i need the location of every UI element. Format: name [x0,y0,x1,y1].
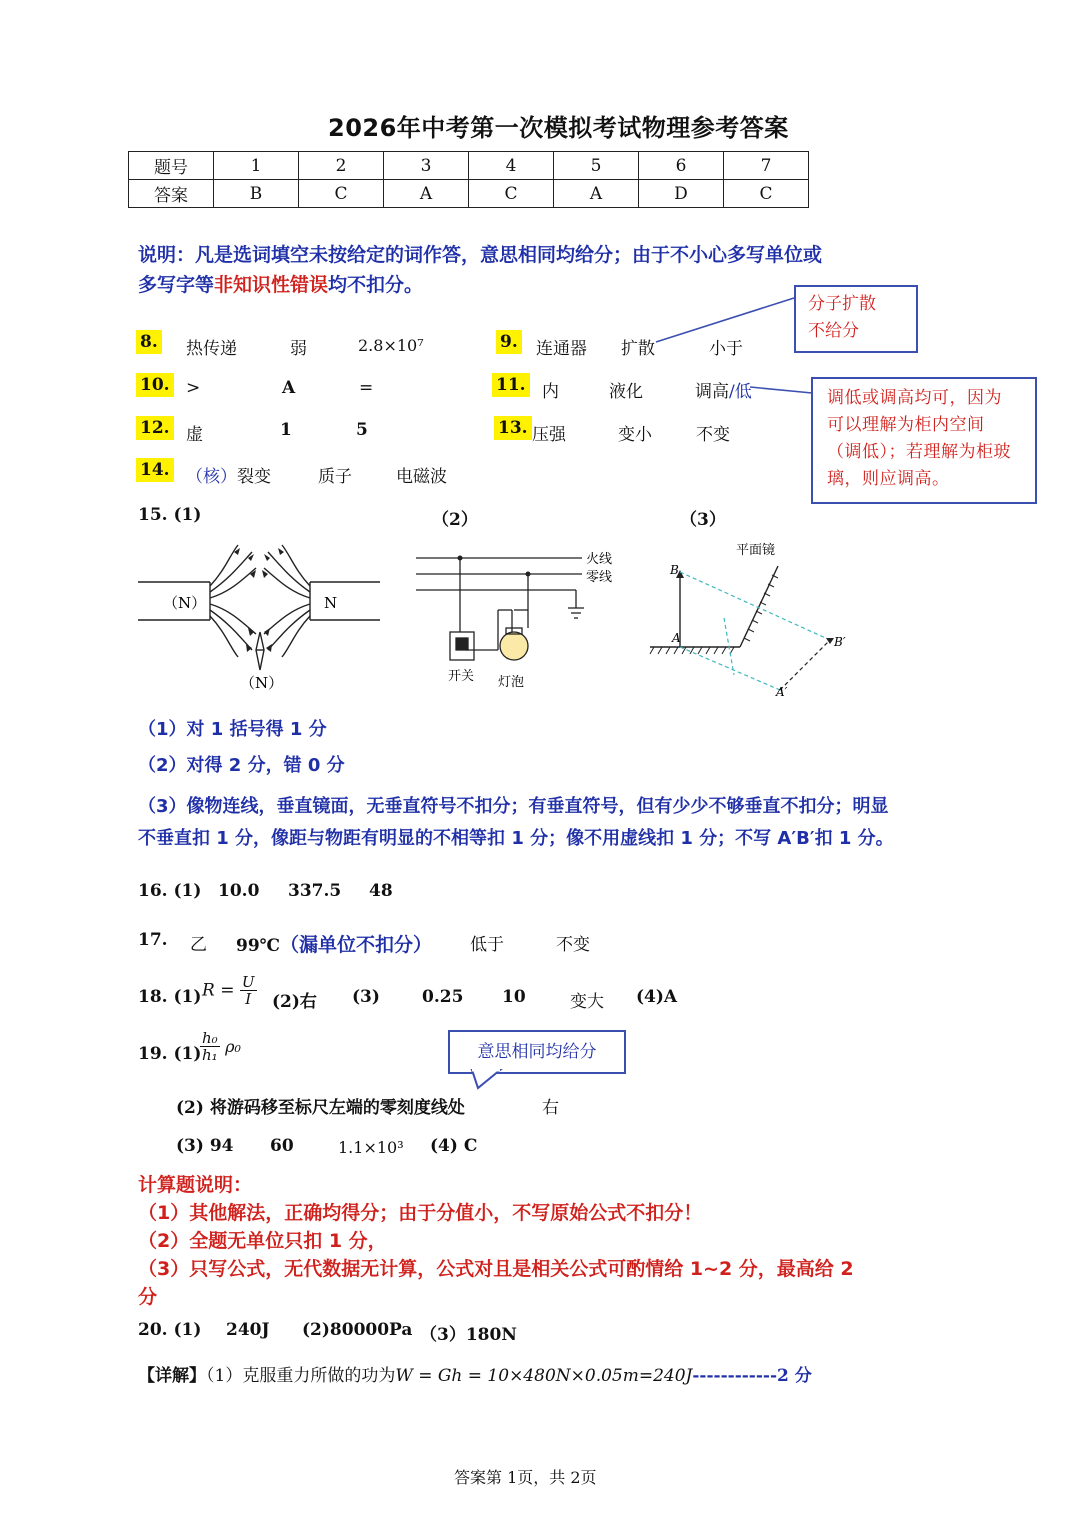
table-cell: 6 [639,152,724,180]
table-cell: D [639,180,724,208]
q14-number: 14. [136,460,174,480]
callout-text: 可以理解为柜内空间 [827,415,985,435]
q10-answer-2: A [282,378,296,398]
q19-label: 19. (1) [138,1044,202,1064]
q15-note-3-line-2: 不垂直扣 1 分，像距与物距有明显的不相等扣 1 分；像不用虚线扣 1 分；不写 A′B′扣 1 分。 [138,828,894,849]
q20-label: 20. (1) [138,1320,202,1340]
q16-label: 16. (1) [138,881,202,901]
table-header-cell: 答案 [129,180,214,208]
q13-number: 13. [494,418,532,438]
q11-answer-3: 调高/低 [695,382,752,402]
q19-part-4: (4) C [430,1136,478,1156]
q18-answer-3a: 0.25 [422,987,464,1007]
switch-label: 开关 [448,669,475,684]
q9-number: 9. [496,332,522,352]
q8-answer-2: 弱 [290,339,307,359]
q14-answer-1: （核）裂变 [186,467,271,487]
q13-answer-2: 变小 [618,425,652,445]
q10-answer-1: > [186,378,201,398]
q18-answer-3-label: (3) [352,987,380,1007]
table-cell: A [384,180,469,208]
q10-answer-3: = [359,378,374,398]
q20-answer-1: 240J [226,1320,270,1340]
q18-label: 18. (1) [138,987,202,1007]
q18-answer-3c: 变大 [570,992,604,1012]
q12-answer-1: 虚 [186,425,203,445]
table-header-cell: 题号 [129,152,214,180]
calc-note-1: （1）其他解法，正确均得分；由于分值小，不写原始公式不扣分！ [138,1202,703,1224]
table-cell: C [299,180,384,208]
bulb-label: 灯泡 [498,675,525,690]
q17-answer-1: 乙 [190,935,207,955]
q17-answer-3: 低于 [470,935,504,955]
q9-answer-2: 扩散 [621,339,655,359]
table-cell: B [214,180,299,208]
page-footer: 答案第 1页，共 2页 [454,1468,597,1487]
compass-label: （N） [240,674,284,692]
q20-answer-3: （3）180N [420,1325,517,1345]
magnet-field-figure [130,540,390,700]
q19-part-3b: 60 [270,1136,294,1156]
q19-part-2-answer: 右 [542,1098,559,1118]
q8-answer-1: 热传递 [186,339,237,359]
q19-part-3c: 1.1×10³ [338,1138,404,1157]
table-cell: 2 [299,152,384,180]
q11-answer-1: 内 [542,382,559,402]
calc-note-head: 计算题说明： [138,1174,253,1196]
table-cell: 7 [724,152,809,180]
q15-note-1: （1）对 1 括号得 1 分 [138,719,327,740]
table-cell: C [724,180,809,208]
q20-detail: 【详解】（1）克服重力所做的功为W = Gh = 10×480N×0.05m=240J------------2 分 [138,1366,812,1386]
callout-text: 璃，则应调高。 [827,469,950,489]
callout-text: 调低或调高均可，因为 [827,388,1002,408]
q8-answer-3: 2.8×10⁷ [358,336,424,355]
q15-note-2: （2）对得 2 分，错 0 分 [138,755,345,776]
image-b-label: B′ [834,635,846,649]
q15-label-2: （2） [432,510,478,530]
q11-answer-2: 液化 [609,382,643,402]
q17-answer-2: 99℃（漏单位不扣分） [236,934,433,956]
q9-answer-3: 小于 [709,339,743,359]
table-cell: 4 [469,152,554,180]
q13-answer-1: 压强 [532,425,566,445]
magnet-label-right: N [324,594,338,612]
note-line-1: 说明：凡是选词填空未按给定的词作答，意思相同均给分；由于不小心多写单位或 [138,244,823,266]
note-highlight: 非知识性错误 [214,274,329,296]
q10-number: 10. [136,375,174,395]
magnet-label-left: （N） [163,594,207,612]
q16-answer-1: 10.0 [218,881,260,901]
mirror-label: 平面镜 [736,543,776,558]
q8-number: 8. [136,332,162,352]
note-text: 多写字等 [138,274,215,296]
q19-part-2: (2) 将游码移至标尺左端的零刻度线处 [176,1098,465,1118]
live-wire-label: 火线 [586,552,613,567]
q18-answer-2: (2)右 [272,992,317,1012]
q17-label: 17. [138,930,168,950]
q12-answer-3: 5 [356,420,368,440]
table-cell: 5 [554,152,639,180]
callout-tail [470,1068,510,1092]
q15-label-1: 15. (1) [138,505,202,525]
table-cell: C [469,180,554,208]
q17-answer-4: 不变 [556,935,590,955]
callout-fridge [811,377,1037,504]
circuit-figure [410,540,640,700]
q14-answer-2: 质子 [318,467,352,487]
calc-note-3: （3）只写公式，无代数据无计算，公式对且是相关公式可酌情给 1~2 分，最高给 2 [138,1258,854,1280]
q19-formula: $\frac{\text{h₀}}{\text{h₁}}$ ρ₀ [202,1029,241,1064]
point-a-label: A [672,631,681,645]
q12-answer-2: 1 [280,420,292,440]
callout-same-meaning: 意思相同均给分 [448,1030,626,1074]
point-b-label: B [670,563,679,577]
mirror-figure [640,530,860,705]
table-cell: 3 [384,152,469,180]
image-a-label: A′ [776,685,788,699]
calc-note-2: （2）全题无单位只扣 1 分， [138,1230,387,1252]
q12-number: 12. [136,418,174,438]
q14-answer-3: 电磁波 [396,467,447,487]
table-cell: A [554,180,639,208]
q16-answer-2: 337.5 [288,881,342,901]
table-cell: 1 [214,152,299,180]
q15-label-3: （3） [680,510,726,530]
note-text: 均不扣分。 [328,274,424,296]
calc-note-4: 分 [138,1286,158,1308]
q11-number: 11. [492,375,530,395]
q13-answer-3: 不变 [696,425,730,445]
q15-note-3-line-1: （3）像物连线，垂直镜面，无垂直符号不扣分；有垂直符号，但有少少不够垂直不扣分；明显 [138,796,889,817]
q20-answer-2: (2)80000Pa [302,1320,413,1340]
q18-answer-4: (4)A [636,987,678,1007]
neutral-wire-label: 零线 [586,570,613,585]
q19-part-3: (3) 94 [176,1136,234,1156]
q18-formula: R = $\frac{U}{I}$ [202,973,255,1008]
q16-answer-3: 48 [369,881,393,901]
callout-text: （调低）；若理解为柜玻 [827,442,1011,462]
q9-answer-1: 连通器 [536,339,587,359]
page-title: 2026年中考第一次模拟考试物理参考答案 [328,114,789,142]
q18-answer-3b: 10 [502,987,526,1007]
callout-text: 不给分 [808,321,859,341]
callout-text: 分子扩散 [808,294,876,314]
